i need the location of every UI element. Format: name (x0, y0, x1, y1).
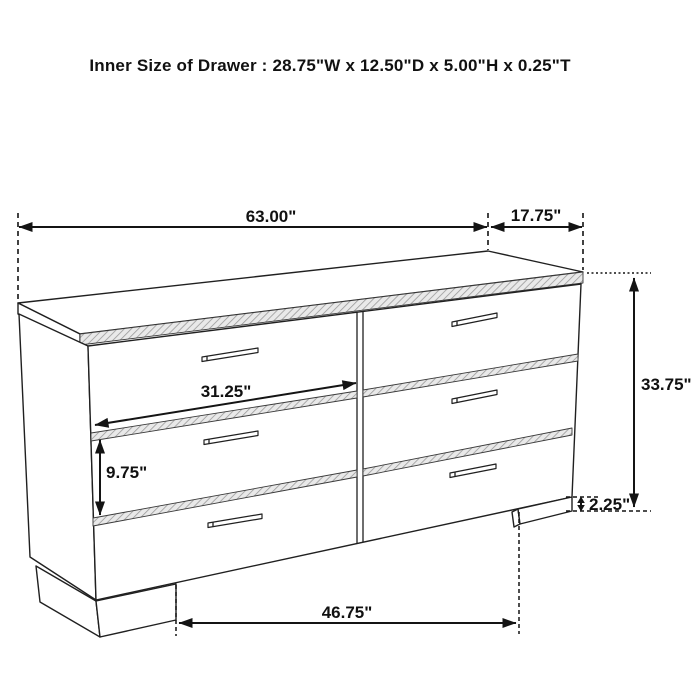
dimension-label-drawer-width: 31.25" (200, 382, 252, 401)
dimension-label-base-inner-width: 46.75" (321, 603, 373, 622)
dimension-label-overall-width: 63.00" (245, 207, 297, 226)
dimension-label-drawer-height: 9.75" (106, 463, 148, 482)
diagram-title: Inner Size of Drawer : 28.75"W x 12.50"D x 5.00"H x 0.25"T (89, 56, 571, 75)
dresser-left-side-panel (19, 314, 96, 600)
dresser-drawing (18, 251, 583, 637)
dimension-label-top-depth: 17.75" (510, 206, 562, 225)
dimension-label-overall-height: 33.75" (641, 375, 692, 394)
dimension-overall-height (566, 273, 692, 511)
dimension-label-base-height: 2.25" (589, 495, 631, 514)
